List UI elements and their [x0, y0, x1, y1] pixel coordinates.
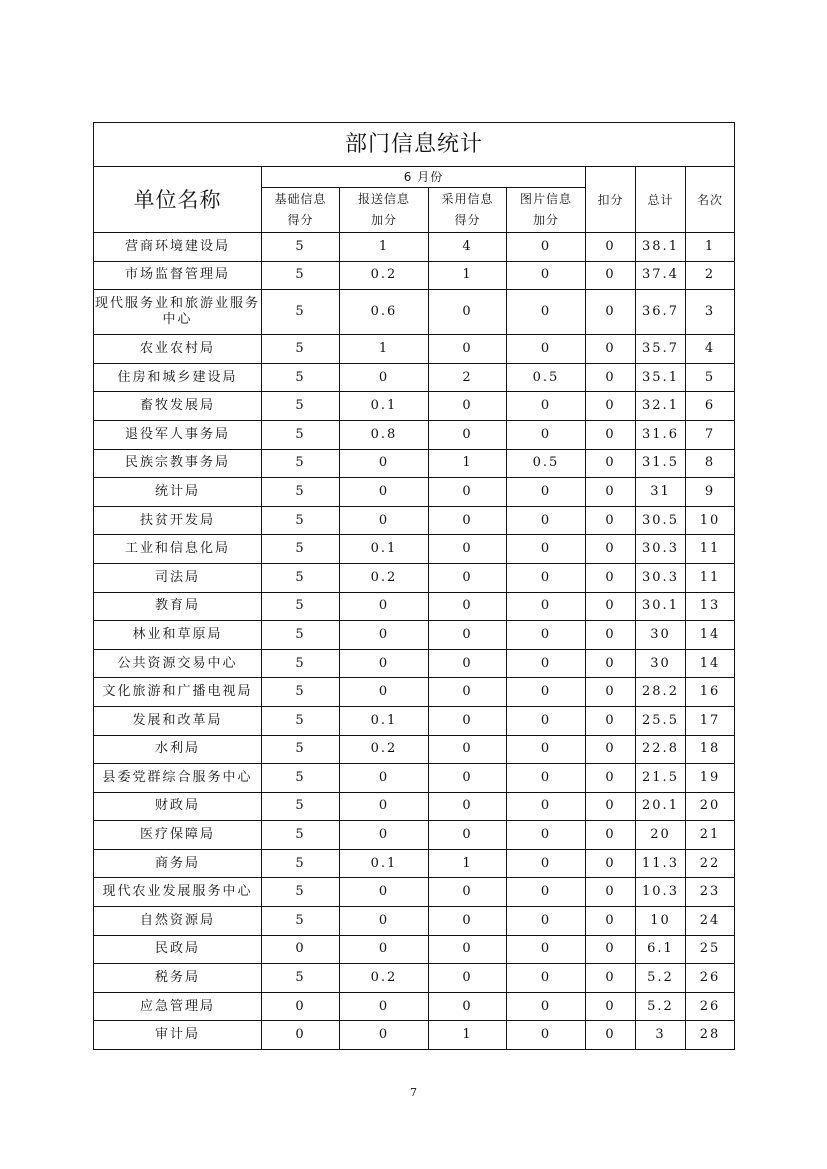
table-row: [94, 649, 735, 678]
adopt-score-cell: 0: [429, 764, 507, 793]
basic-score-cell: 5: [262, 506, 340, 535]
table-row: [94, 935, 735, 964]
table-row: [94, 261, 735, 290]
rank-cell: 11: [686, 563, 735, 592]
report-score-cell: 0: [340, 878, 429, 907]
total-cell: 20.1: [636, 792, 686, 821]
rank-cell: 6: [686, 392, 735, 421]
total-cell: 20: [636, 821, 686, 850]
table-row: [94, 764, 735, 793]
deduct-cell: 0: [586, 706, 636, 735]
page-number: 7: [410, 1086, 417, 1099]
report-score-cell: 0.1: [340, 706, 429, 735]
total-cell: 31: [636, 478, 686, 507]
report-score-cell: 0: [340, 621, 429, 650]
rank-cell: 7: [686, 420, 735, 449]
image-info-header: 图片信息 加分: [507, 188, 586, 233]
report-score-cell: 0: [340, 592, 429, 621]
adopt-score-cell: 0: [429, 649, 507, 678]
image-score-cell: 0: [507, 392, 586, 421]
unit-name-cell: 税务局: [94, 964, 262, 993]
report-score-cell: 0.8: [340, 420, 429, 449]
report-score-cell: 0.1: [340, 392, 429, 421]
adopt-score-cell: 1: [429, 261, 507, 290]
table-row: [94, 335, 735, 364]
basic-score-cell: 5: [262, 964, 340, 993]
image-score-cell: 0: [507, 992, 586, 1021]
rank-cell: 2: [686, 261, 735, 290]
deduct-cell: 0: [586, 392, 636, 421]
report-score-cell: 0.2: [340, 735, 429, 764]
adopt-score-cell: 0: [429, 420, 507, 449]
adopt-score-cell: 0: [429, 506, 507, 535]
unit-name-cell: 水利局: [94, 735, 262, 764]
deduct-cell: 0: [586, 764, 636, 793]
total-cell: 35.7: [636, 335, 686, 364]
deduct-cell: 0: [586, 506, 636, 535]
report-score-cell: 0: [340, 649, 429, 678]
basic-score-cell: 5: [262, 233, 340, 262]
basic-score-cell: 5: [262, 678, 340, 707]
adopt-score-cell: 0: [429, 621, 507, 650]
unit-name-cell: 现代农业发展服务中心: [94, 878, 262, 907]
total-header: 总计: [636, 167, 686, 233]
table-row: [94, 878, 735, 907]
basic-score-cell: 5: [262, 735, 340, 764]
basic-score-cell: 5: [262, 420, 340, 449]
rank-cell: 22: [686, 849, 735, 878]
unit-name-cell: 文化旅游和广播电视局: [94, 678, 262, 707]
adopt-score-cell: 0: [429, 935, 507, 964]
rank-cell: 10: [686, 506, 735, 535]
table-row: [94, 535, 735, 564]
deduct-cell: 0: [586, 233, 636, 262]
unit-name-cell: 公共资源交易中心: [94, 649, 262, 678]
adopt-score-cell: 1: [429, 1021, 507, 1050]
rank-header: 名次: [686, 167, 735, 233]
adopt-score-cell: 1: [429, 449, 507, 478]
adopt-score-cell: 4: [429, 233, 507, 262]
total-cell: 5.2: [636, 964, 686, 993]
basic-score-cell: 5: [262, 592, 340, 621]
image-score-cell: 0: [507, 261, 586, 290]
rank-cell: 20: [686, 792, 735, 821]
image-score-cell: 0: [507, 506, 586, 535]
table-row: [94, 478, 735, 507]
basic-score-cell: 5: [262, 649, 340, 678]
basic-score-cell: 5: [262, 478, 340, 507]
table-row: [94, 449, 735, 478]
table-row: [94, 964, 735, 993]
deduct-cell: 0: [586, 335, 636, 364]
total-cell: 37.4: [636, 261, 686, 290]
total-cell: 32.1: [636, 392, 686, 421]
image-score-cell: 0: [507, 849, 586, 878]
deduct-cell: 0: [586, 878, 636, 907]
table-row: [94, 363, 735, 392]
report-score-cell: 0.2: [340, 563, 429, 592]
table-row: [94, 849, 735, 878]
adopt-score-cell: 0: [429, 992, 507, 1021]
deduct-cell: 0: [586, 420, 636, 449]
basic-score-cell: 5: [262, 535, 340, 564]
image-score-cell: 0: [507, 878, 586, 907]
total-cell: 30: [636, 621, 686, 650]
report-score-cell: 0.6: [340, 290, 429, 335]
unit-name-header: 单位名称: [94, 167, 262, 233]
table-row: [94, 621, 735, 650]
total-cell: 31.5: [636, 449, 686, 478]
unit-name-cell: 畜牧发展局: [94, 392, 262, 421]
unit-name-cell: 退役军人事务局: [94, 420, 262, 449]
table-row: [94, 592, 735, 621]
image-score-cell: 0: [507, 678, 586, 707]
image-score-cell: 0: [507, 764, 586, 793]
deduct-cell: 0: [586, 1021, 636, 1050]
rank-cell: 24: [686, 907, 735, 936]
unit-name-cell: 自然资源局: [94, 907, 262, 936]
adopt-score-cell: 2: [429, 363, 507, 392]
report-info-header: 报送信息 加分: [340, 188, 429, 233]
adopt-score-cell: 0: [429, 878, 507, 907]
total-cell: 5.2: [636, 992, 686, 1021]
deduct-cell: 0: [586, 261, 636, 290]
basic-score-cell: 5: [262, 563, 340, 592]
rank-cell: 25: [686, 935, 735, 964]
adopt-score-cell: 0: [429, 964, 507, 993]
deduct-cell: 0: [586, 935, 636, 964]
deduct-header: 扣分: [586, 167, 636, 233]
deduct-cell: 0: [586, 964, 636, 993]
image-score-cell: 0: [507, 420, 586, 449]
table-row: [94, 290, 735, 335]
table-row: [94, 678, 735, 707]
image-score-cell: 0: [507, 592, 586, 621]
rank-cell: 18: [686, 735, 735, 764]
report-score-cell: 0: [340, 821, 429, 850]
unit-name-cell: 民族宗教事务局: [94, 449, 262, 478]
image-score-cell: 0: [507, 907, 586, 936]
rank-cell: 13: [686, 592, 735, 621]
rank-cell: 28: [686, 1021, 735, 1050]
report-score-cell: 0: [340, 992, 429, 1021]
unit-name-cell: 教育局: [94, 592, 262, 621]
total-cell: 30: [636, 649, 686, 678]
deduct-cell: 0: [586, 735, 636, 764]
table-row: [94, 506, 735, 535]
basic-score-cell: 5: [262, 792, 340, 821]
unit-name-cell: 扶贫开发局: [94, 506, 262, 535]
adopt-score-cell: 0: [429, 535, 507, 564]
deduct-cell: 0: [586, 363, 636, 392]
adopt-score-cell: 0: [429, 735, 507, 764]
image-score-cell: 0: [507, 964, 586, 993]
adopt-score-cell: 0: [429, 792, 507, 821]
total-cell: 6.1: [636, 935, 686, 964]
adopt-score-cell: 0: [429, 290, 507, 335]
table-row: [94, 706, 735, 735]
adopt-score-cell: 0: [429, 335, 507, 364]
total-cell: 3: [636, 1021, 686, 1050]
deduct-cell: 0: [586, 821, 636, 850]
table-row: [94, 420, 735, 449]
report-score-cell: 1: [340, 233, 429, 262]
adopt-score-cell: 0: [429, 392, 507, 421]
image-score-cell: 0: [507, 706, 586, 735]
image-score-cell: 0.5: [507, 363, 586, 392]
basic-score-cell: 5: [262, 335, 340, 364]
basic-score-cell: 5: [262, 290, 340, 335]
total-cell: 31.6: [636, 420, 686, 449]
basic-score-cell: 5: [262, 621, 340, 650]
image-score-cell: 0: [507, 649, 586, 678]
unit-name-cell: 统计局: [94, 478, 262, 507]
report-score-cell: 0: [340, 935, 429, 964]
table-row: [94, 233, 735, 262]
deduct-cell: 0: [586, 849, 636, 878]
basic-score-cell: 0: [262, 1021, 340, 1050]
table-row: [94, 1021, 735, 1050]
total-cell: 30.3: [636, 563, 686, 592]
total-cell: 30.3: [636, 535, 686, 564]
report-score-cell: 0.2: [340, 964, 429, 993]
report-score-cell: 0: [340, 907, 429, 936]
total-cell: 10.3: [636, 878, 686, 907]
basic-score-cell: 5: [262, 261, 340, 290]
total-cell: 36.7: [636, 290, 686, 335]
report-score-cell: 0: [340, 363, 429, 392]
deduct-cell: 0: [586, 907, 636, 936]
report-score-cell: 0: [340, 764, 429, 793]
image-score-cell: 0: [507, 335, 586, 364]
image-score-cell: 0: [507, 535, 586, 564]
adopt-score-cell: 1: [429, 849, 507, 878]
unit-name-cell: 发展和改革局: [94, 706, 262, 735]
table-row: [94, 821, 735, 850]
rank-cell: 26: [686, 964, 735, 993]
report-score-cell: 0: [340, 1021, 429, 1050]
table-row: [94, 735, 735, 764]
rank-cell: 23: [686, 878, 735, 907]
adopt-score-cell: 0: [429, 592, 507, 621]
report-score-cell: 0: [340, 506, 429, 535]
unit-name-cell: 市场监督管理局: [94, 261, 262, 290]
total-cell: 30.5: [636, 506, 686, 535]
deduct-cell: 0: [586, 478, 636, 507]
report-score-cell: 0.2: [340, 261, 429, 290]
rank-cell: 11: [686, 535, 735, 564]
image-score-cell: 0: [507, 1021, 586, 1050]
report-score-cell: 0.1: [340, 849, 429, 878]
image-score-cell: 0: [507, 821, 586, 850]
basic-score-cell: 0: [262, 935, 340, 964]
rank-cell: 4: [686, 335, 735, 364]
unit-name-cell: 现代服务业和旅游业服务中心: [94, 290, 262, 335]
report-score-cell: 0: [340, 678, 429, 707]
table-row: [94, 563, 735, 592]
adopt-score-cell: 0: [429, 678, 507, 707]
image-score-cell: 0: [507, 233, 586, 262]
report-score-cell: 1: [340, 335, 429, 364]
basic-score-cell: 5: [262, 821, 340, 850]
rank-cell: 21: [686, 821, 735, 850]
image-score-cell: 0: [507, 735, 586, 764]
basic-score-cell: 5: [262, 878, 340, 907]
report-score-cell: 0: [340, 449, 429, 478]
unit-name-cell: 商务局: [94, 849, 262, 878]
month-header: 6 月份: [262, 167, 586, 188]
unit-name-cell: 应急管理局: [94, 992, 262, 1021]
adopt-score-cell: 0: [429, 478, 507, 507]
basic-score-cell: 5: [262, 363, 340, 392]
table-row: [94, 992, 735, 1021]
deduct-cell: 0: [586, 792, 636, 821]
image-score-cell: 0: [507, 478, 586, 507]
image-score-cell: 0: [507, 621, 586, 650]
rank-cell: 26: [686, 992, 735, 1021]
table-row: [94, 907, 735, 936]
image-score-cell: 0: [507, 563, 586, 592]
total-cell: 28.2: [636, 678, 686, 707]
deduct-cell: 0: [586, 592, 636, 621]
table-row: [94, 792, 735, 821]
unit-name-cell: 工业和信息化局: [94, 535, 262, 564]
rank-cell: 17: [686, 706, 735, 735]
total-cell: 25.5: [636, 706, 686, 735]
deduct-cell: 0: [586, 649, 636, 678]
report-score-cell: 0: [340, 792, 429, 821]
unit-name-cell: 县委党群综合服务中心: [94, 764, 262, 793]
rank-cell: 14: [686, 621, 735, 650]
total-cell: 21.5: [636, 764, 686, 793]
basic-score-cell: 5: [262, 706, 340, 735]
report-score-cell: 0: [340, 478, 429, 507]
table-row: [94, 392, 735, 421]
rank-cell: 3: [686, 290, 735, 335]
total-cell: 10: [636, 907, 686, 936]
basic-score-cell: 5: [262, 449, 340, 478]
unit-name-cell: 住房和城乡建设局: [94, 363, 262, 392]
rank-cell: 8: [686, 449, 735, 478]
image-score-cell: 0: [507, 935, 586, 964]
basic-score-cell: 5: [262, 392, 340, 421]
rank-cell: 19: [686, 764, 735, 793]
unit-name-cell: 医疗保障局: [94, 821, 262, 850]
adopt-score-cell: 0: [429, 706, 507, 735]
deduct-cell: 0: [586, 678, 636, 707]
adopt-info-header: 采用信息 得分: [429, 188, 507, 233]
image-score-cell: 0: [507, 290, 586, 335]
table-title: 部门信息统计: [94, 123, 735, 167]
adopt-score-cell: 0: [429, 907, 507, 936]
basic-score-cell: 5: [262, 907, 340, 936]
total-cell: 30.1: [636, 592, 686, 621]
rank-cell: 14: [686, 649, 735, 678]
unit-name-cell: 农业农村局: [94, 335, 262, 364]
rank-cell: 9: [686, 478, 735, 507]
deduct-cell: 0: [586, 621, 636, 650]
unit-name-cell: 营商环境建设局: [94, 233, 262, 262]
total-cell: 22.8: [636, 735, 686, 764]
image-score-cell: 0.5: [507, 449, 586, 478]
unit-name-cell: 审计局: [94, 1021, 262, 1050]
deduct-cell: 0: [586, 449, 636, 478]
deduct-cell: 0: [586, 992, 636, 1021]
total-cell: 35.1: [636, 363, 686, 392]
basic-score-cell: 0: [262, 992, 340, 1021]
unit-name-cell: 民政局: [94, 935, 262, 964]
unit-name-cell: 林业和草原局: [94, 621, 262, 650]
image-score-cell: 0: [507, 792, 586, 821]
adopt-score-cell: 0: [429, 563, 507, 592]
deduct-cell: 0: [586, 563, 636, 592]
total-cell: 38.1: [636, 233, 686, 262]
unit-name-cell: 财政局: [94, 792, 262, 821]
total-cell: 11.3: [636, 849, 686, 878]
basic-score-cell: 5: [262, 849, 340, 878]
rank-cell: 16: [686, 678, 735, 707]
report-score-cell: 0.1: [340, 535, 429, 564]
deduct-cell: 0: [586, 535, 636, 564]
basic-score-cell: 5: [262, 764, 340, 793]
adopt-score-cell: 0: [429, 821, 507, 850]
rank-cell: 1: [686, 233, 735, 262]
department-info-table: [93, 122, 735, 1050]
rank-cell: 5: [686, 363, 735, 392]
unit-name-cell: 司法局: [94, 563, 262, 592]
basic-info-header: 基础信息 得分: [262, 188, 340, 233]
deduct-cell: 0: [586, 290, 636, 335]
